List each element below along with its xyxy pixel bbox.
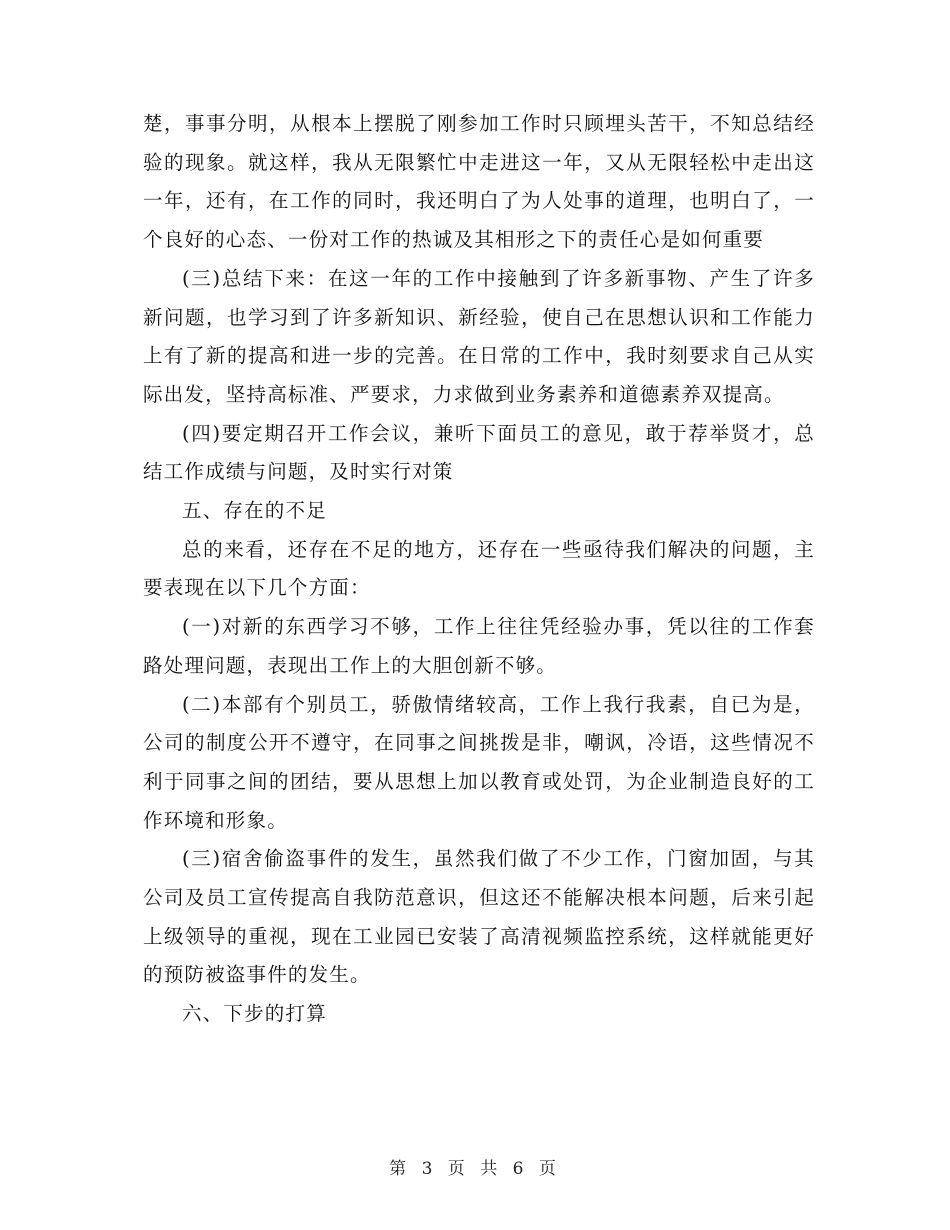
paragraph-shortcoming-one: (一)对新的东西学习不够，工作上往往凭经验办事，凭以往的工作套路处理问题，表现出工作上的大胆创新不够。 — [143, 615, 815, 677]
paragraph-summary-four: (四)要定期召开工作会议，兼听下面员工的意见，敢于荐举贤才，总结工作成绩与问题，及时实行对策 — [143, 421, 815, 484]
section-heading-next-steps: 六、下步的打算 — [182, 1002, 327, 1026]
paragraph-shortcoming-three: (三)宿舍偷盗事件的发生，虽然我们做了不少工作，门窗加固，与其公司及员工宣传提高自我防范意识，但这还不能解决根本问题，后来引起上级领导的重视，现在工业园已安装了高清视频监控系统，这样就能更好的预防被盗事件的发生。 — [143, 847, 815, 987]
paragraph-continuation: 楚，事事分明，从根本上摆脱了刚参加工作时只顾埋头苦干，不知总结经验的现象。就这样，我从无限繁忙中走进这一年，又从无限轻松中走出这一年，还有，在工作的同时，我还明白了为人处事的道理，也明白了，一个良好的心态、一份对工作的热诚及其相形之下的责任心是如何重要 — [143, 112, 815, 252]
paragraph-shortcomings-intro: 总的来看，还存在不足的地方，还存在一些亟待我们解决的问题，主要表现在以下几个方面： — [143, 537, 815, 600]
paragraph-summary-three: (三)总结下来：在这一年的工作中接触到了许多新事物、产生了许多新问题，也学习到了许多新知识、新经验，使自己在思想认识和工作能力上有了新的提高和进一步的完善。在日常的工作中，我时刻要求自己从实际出发，坚持高标准、严要求，力求做到业务素养和道德素养双提高。 — [143, 266, 815, 406]
section-heading-shortcomings: 五、存在的不足 — [182, 499, 327, 523]
page-number-footer: 第 3 页 共 6 页 — [389, 1159, 561, 1179]
paragraph-shortcoming-two: (二)本部有个别员工，骄傲情绪较高，工作上我行我素，自已为是，公司的制度公开不遵守，在同事之间挑拨是非，嘲讽，冷语，这些情况不利于同事之间的团结，要从思想上加以教育或处罚，为企业制造良好的工作环境和形象。 — [143, 692, 815, 832]
document-body — [143, 105, 815, 1034]
